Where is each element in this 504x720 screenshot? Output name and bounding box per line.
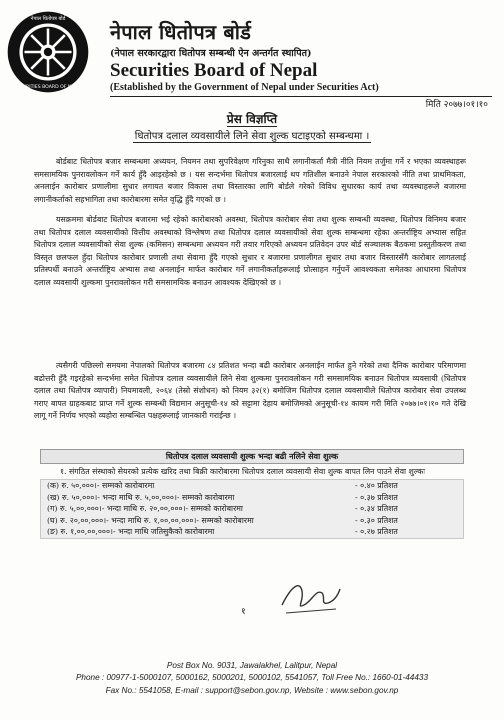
fee-table-title: धितोपत्र दलाल व्यवसायी शुल्क भन्दा बढी नलिने सेवा शुल्क — [40, 449, 464, 464]
fee-row — [41, 515, 463, 527]
fee-row-rate: - ०.३४ प्रतिशत — [355, 504, 398, 513]
fee-row-rate: - ०.२७ प्रतिशत — [355, 527, 398, 536]
fee-row — [41, 492, 463, 504]
org-subtitle-english: (Established by the Government of Nepal under Securities Act) — [110, 82, 379, 93]
fee-row-label: (घ) रु. २०,००,०००।- भन्दा माथि रु. १,००,००,०००।- सम्मको कारोबारमा — [47, 515, 254, 525]
fee-row — [41, 480, 463, 492]
org-subtitle-nepali: (नेपाल सरकारद्वारा धितोपत्र सम्बन्धी ऐन अन्तर्गत स्थापित) — [110, 48, 312, 59]
paragraph-3: त्यसैगरी पछिल्लो समयमा नेपालको धितोपत्र बजारमा ८४ प्रतिशत भन्दा बढी कारोबार अनलाईन मार्फत हुने गरेको तथा दैनिक कारोबार परिमाणमा बढोत्तरी हुँदै गइरहेको सन्दर्भमा समेत धितोपत्र दलाल व्यवसायीले लिने सेवा शुल्कमा पुनरावलोकन गरी समसामयिक बनाउन धितोपत्र व्यवसायी (धितोपत्र दलाल तथा धितोपत्र व्यापारी) नियमावली, २०६४ (तेस्रो संशोधन) को नियम ३२(१) बमोजिम धितोपत्र दलाल व्यवसायीले धितोपत्र कारोबार सेवा उपलब्ध गराए बापत ग्राहकबाट प्राप्त गर्ने शुल्क सम्बन्धी विद्यमान अनुसूची-१४ को सट्टामा देहाय बमोजिमको अनुसूची-१४ कायम गरी मिति २०७७।०१।१० गते देखि लागू गर्ने निर्णय भएको व्यहोरा सम्बन्धित पक्षहरूलाई जानकारी गराईन्छ । — [34, 361, 466, 421]
fee-row-label: (ख) रु. ५०,०००।- भन्दा माथि रु. ५,००,०००।- सम्मको कारोबारमा — [47, 492, 235, 502]
fee-row — [41, 526, 463, 538]
press-release-label: प्रेस विज्ञप्ति — [226, 112, 278, 126]
page-number: १ — [241, 607, 246, 617]
fee-row-rate: - ०.३० प्रतिशत — [355, 515, 398, 525]
press-release-heading — [0, 110, 504, 127]
subject-line — [0, 128, 504, 142]
subject-text: धितोपत्र दलाल व्यवसायीले लिने सेवा शुल्क घटाइएको सम्बन्धमा । — [134, 131, 370, 142]
handwritten-signature — [278, 575, 342, 619]
fee-schedule-table — [40, 449, 464, 539]
document-date: मिति २०७७।०१।१० — [425, 100, 488, 110]
paragraph-1: बोर्डबाट धितोपत्र बजार सम्बन्धमा अध्ययन, नियमन तथा सुपरिवेक्षण गरिनुका साथै लगानीकर्ता मैत्री नीति नियम तर्जुमा गर्ने र भएका व्यवस्थाहरू समसामयिक पुनरावलोकन गर्ने कार्य हुँदै आइरहेको छ । यस सन्दर्भमा धितोपत्र बजारलाई थप गतिशील बनाउने नेपाल सरकारको नीति तथा प्राथमिकता, अनलाईन कारोबार प्रणालीमा सुधार लगायत बजार विकास तथा विस्तारका लागि बोर्डले गरेको विविध सुधारका कार्य तथा व्यवस्थाहरूले बजारमा लगानीकर्ताको सहभागिता तथा कारोबारमा समेत वृद्धि हुँदै गएको छ । — [34, 157, 466, 204]
fee-item-heading: १. संगठित संस्थाको सेयरको प्रत्येक खरिद तथा बिक्री कारोबारमा धितोपत्र दलाल व्यवसायी सेवा शुल्क बापत लिन पाउने सेवा शुल्कः — [60, 467, 425, 476]
fee-row-label: (ङ) रु. १,००,००,०००।- भन्दा माथि जतिसुकैको कारोबारमा — [47, 527, 215, 536]
fee-row-rate: - ०.३७ प्रतिशत — [355, 492, 398, 502]
org-name-nepali: नेपाल धितोपत्र बोर्ड — [110, 20, 252, 44]
svg-text:नेपाल धितोपत्र बोर्ड: नेपाल धितोपत्र बोर्ड — [30, 16, 66, 23]
svg-text:SECURITIES BOARD OF NEPAL: SECURITIES BOARD OF NEPAL — [13, 85, 83, 91]
sebon-seal-logo — [6, 10, 90, 94]
fee-row-label: (क) रु. ५०,०००।- सम्मको कारोबारमा — [47, 481, 155, 490]
fee-row-label: (ग) रु. ५,००,०००।- भन्दा माथि रु. २०,००,०००।- सम्मको कारोबारमा — [47, 504, 243, 513]
fee-row — [41, 503, 463, 515]
footer-fax-email-website: Fax No.: 5541058, E-mail : support@sebon.gov.np, Website : www.sebon.gov.np — [105, 685, 399, 695]
footer-contact — [0, 660, 504, 697]
fee-row-rate: - ०.४० प्रतिशत — [355, 481, 398, 490]
org-name-english: Securities Board of Nepal — [110, 60, 318, 81]
footer-address: Post Box No. 9031, Jawalakhel, Lalitpur, Nepal — [166, 661, 338, 670]
footer-phone: Phone : 00977-1-5000107, 5000162, 5000201, 5000102, 5541057, Toll Free No.: 1660-01-44433 — [75, 673, 429, 683]
fee-rows — [40, 479, 464, 539]
paragraph-2: यसक्रममा बोर्डबाट धितोपत्र बजारमा भई रहेको कारोबारको अवस्था, धितोपत्र कारोबार सेवा तथा शुल्क सम्बन्धी व्यवस्था, धितोपत्र विनिमय बजार तथा धितोपत्र दलाल व्यवसायीको वित्तीय अवस्थाको विश्लेषण तथा धितोपत्र दलाल व्यवसायीको सेवा शुल्क सम्बन्धमा रहेका अन्तर्राष्ट्रिय अभ्यास सहित धितोपत्र दलाल व्यवसायीको सेवा शुल्क (कमिसन) सम्बन्धमा अध्ययन गरी तयार गरिएको अध्ययन प्रतिवेदन उपर बोर्ड सञ्चालक बैठकमा प्रस्तुतीकरण तथा विस्तृत छलफल हुँदा धितोपत्र कारोबार प्रणाली तथा सेवामा हुँदै गएको सुधार र बजारमा प्रणालीगत सुधार तथा बजार विस्तारसँगै कारोबार लागतलाई प्रतिस्पर्धी बनाउने अन्तर्राष्ट्रिय अभ्यास तथा अनलाईन मार्फत कारोबार गर्ने लगानीकर्ताहरूलाई प्रोत्साहन गर्नुपर्ने आवश्यकता समेतका आधारमा धितोपत्र दलाल व्यवसायी शुल्कमा पुनरावलोकन गरी समसामयिक बनाउन आवश्यक देखिएको छ । — [34, 215, 466, 287]
